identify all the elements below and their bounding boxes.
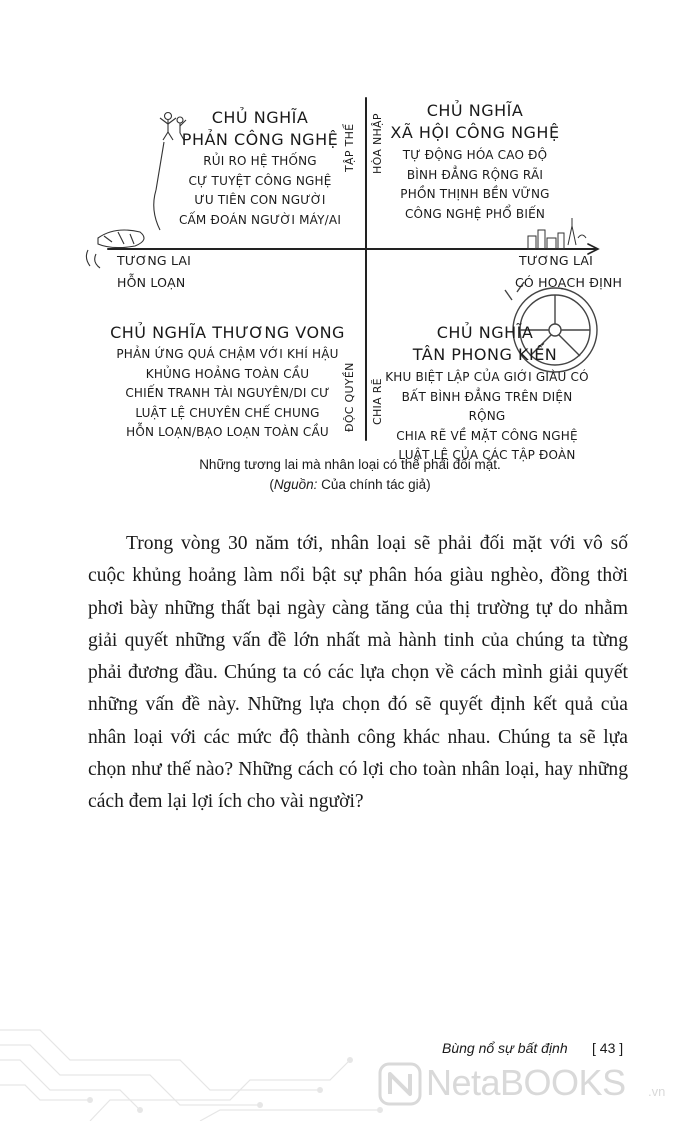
q1-item: ƯU TIÊN CON NGƯỜI bbox=[194, 193, 326, 207]
q1-title-line2: PHẢN CÔNG NGHỆ bbox=[181, 130, 339, 149]
q2-items bbox=[380, 146, 570, 224]
q1-item: CỰ TUYỆT CÔNG NGHỆ bbox=[188, 173, 332, 188]
q2-item: PHỒN THỊNH BỀN VỮNG bbox=[400, 187, 550, 201]
q4-item: LUẬT LỆ CỦA CÁC TẬP ĐOÀN bbox=[398, 448, 576, 462]
figure-source bbox=[0, 477, 700, 492]
watermark-tld: .vn bbox=[648, 1084, 666, 1099]
q4-title bbox=[385, 322, 585, 366]
q2-item: CÔNG NGHỆ PHỔ BIẾN bbox=[404, 206, 546, 221]
q4-title-line2: TÂN PHONG KIẾN bbox=[412, 345, 558, 364]
q1-item: RỦI RO HỆ THỐNG bbox=[203, 154, 317, 168]
left-pole-label bbox=[117, 250, 191, 294]
q3-title-line1: CHỦ NGHĨA THƯƠNG VONG bbox=[110, 323, 345, 342]
q4-item: CHIA RẼ VỀ MẶT CÔNG NGHỆ bbox=[396, 428, 578, 443]
page-number: [ 43 ] bbox=[592, 1040, 624, 1056]
q1-title bbox=[150, 107, 370, 151]
source-open-paren: ( bbox=[269, 477, 274, 492]
q3-title bbox=[105, 322, 350, 344]
q3-items bbox=[105, 345, 350, 443]
right-pole-line1: TƯƠNG LAI bbox=[519, 253, 594, 268]
q2-title bbox=[370, 100, 580, 144]
q1-items bbox=[160, 152, 360, 230]
q1-title-line1: CHỦ NGHĨA bbox=[211, 108, 309, 127]
left-pole-line1: TƯƠNG LAI bbox=[117, 253, 192, 268]
running-footer-title: Bùng nổ sự bất định bbox=[442, 1040, 568, 1056]
top-axis-label-2: HÒA NHẬP bbox=[371, 113, 384, 174]
q2-item: BÌNH ĐẲNG RỘNG RÃI bbox=[406, 167, 544, 182]
q3-item: HỖN LOẠN/BẠO LOẠN TOÀN CẦU bbox=[126, 425, 329, 439]
q4-item: BẤT BÌNH ĐẲNG TRÊN DIỆN RỘNG bbox=[401, 389, 573, 423]
source-label: Nguồn: bbox=[273, 477, 318, 492]
q4-title-line1: CHỦ NGHĨA bbox=[436, 323, 534, 342]
figure-caption: Những tương lai mà nhân loại có thể phải đối mặt. bbox=[199, 457, 501, 472]
netabooks-logo-icon bbox=[378, 1062, 422, 1106]
q4-items bbox=[382, 368, 592, 466]
top-axis-label-1: TẬP THỂ bbox=[343, 123, 356, 172]
source-text: Của chính tác giả) bbox=[317, 477, 431, 492]
right-pole-label bbox=[515, 250, 622, 294]
bottom-axis-label-1: ĐỘC QUYỀN bbox=[343, 362, 356, 432]
q3-item: LUẬT LỆ CHUYÊN CHẾ CHUNG bbox=[135, 405, 320, 420]
q4-item: KHU BIỆT LẬP CỦA GIỚI GIÀU CÓ bbox=[385, 370, 589, 384]
q2-title-line2: XÃ HỘI CÔNG NGHỆ bbox=[390, 123, 560, 142]
q2-item: TỰ ĐỘNG HÓA CAO ĐỘ bbox=[402, 148, 548, 162]
watermark-logo bbox=[378, 1058, 678, 1108]
q1-item: CẤM ĐOÁN NGƯỜI MÁY/AI bbox=[178, 212, 342, 227]
q2-title-line1: CHỦ NGHĨA bbox=[426, 101, 524, 120]
q3-item: KHỦNG HOẢNG TOÀN CẦU bbox=[145, 366, 310, 381]
right-pole-line2: CÓ HOẠCH ĐỊNH bbox=[515, 275, 623, 290]
q3-item: CHIẾN TRANH TÀI NGUYÊN/DI CƯ bbox=[125, 386, 330, 400]
q3-item: PHẢN ỨNG QUÁ CHẬM VỚI KHÍ HẬU bbox=[116, 347, 339, 361]
left-pole-line2: HỖN LOẠN bbox=[117, 275, 186, 290]
bottom-axis-label-2: CHIA RẼ bbox=[371, 378, 384, 425]
body-paragraph: Trong vòng 30 năm tới, nhân loại sẽ phải đối mặt với vô số cuộc khủng hoảng làm nổi bật sự phân hóa giàu nghèo, đồng thời phơi bày những thất bại ngày càng tăng của thị trường tự do nhằm giải quyết những vấn đề lớn nhất mà hành tinh của chúng ta từng phải đương đầu. Chúng ta có các lựa chọn về cách mình giải quyết những vấn đề này. Những lựa chọn đó sẽ quyết định kết quả của nhân loại với các mức độ thành công khác nhau. Chúng ta sẽ lựa chọn như thế nào? Những cách có lợi cho toàn nhân loại, hay những cách đem lại lợi ích cho vài người? bbox=[88, 533, 628, 813]
watermark-brand: NetaBOOKS bbox=[426, 1062, 626, 1103]
